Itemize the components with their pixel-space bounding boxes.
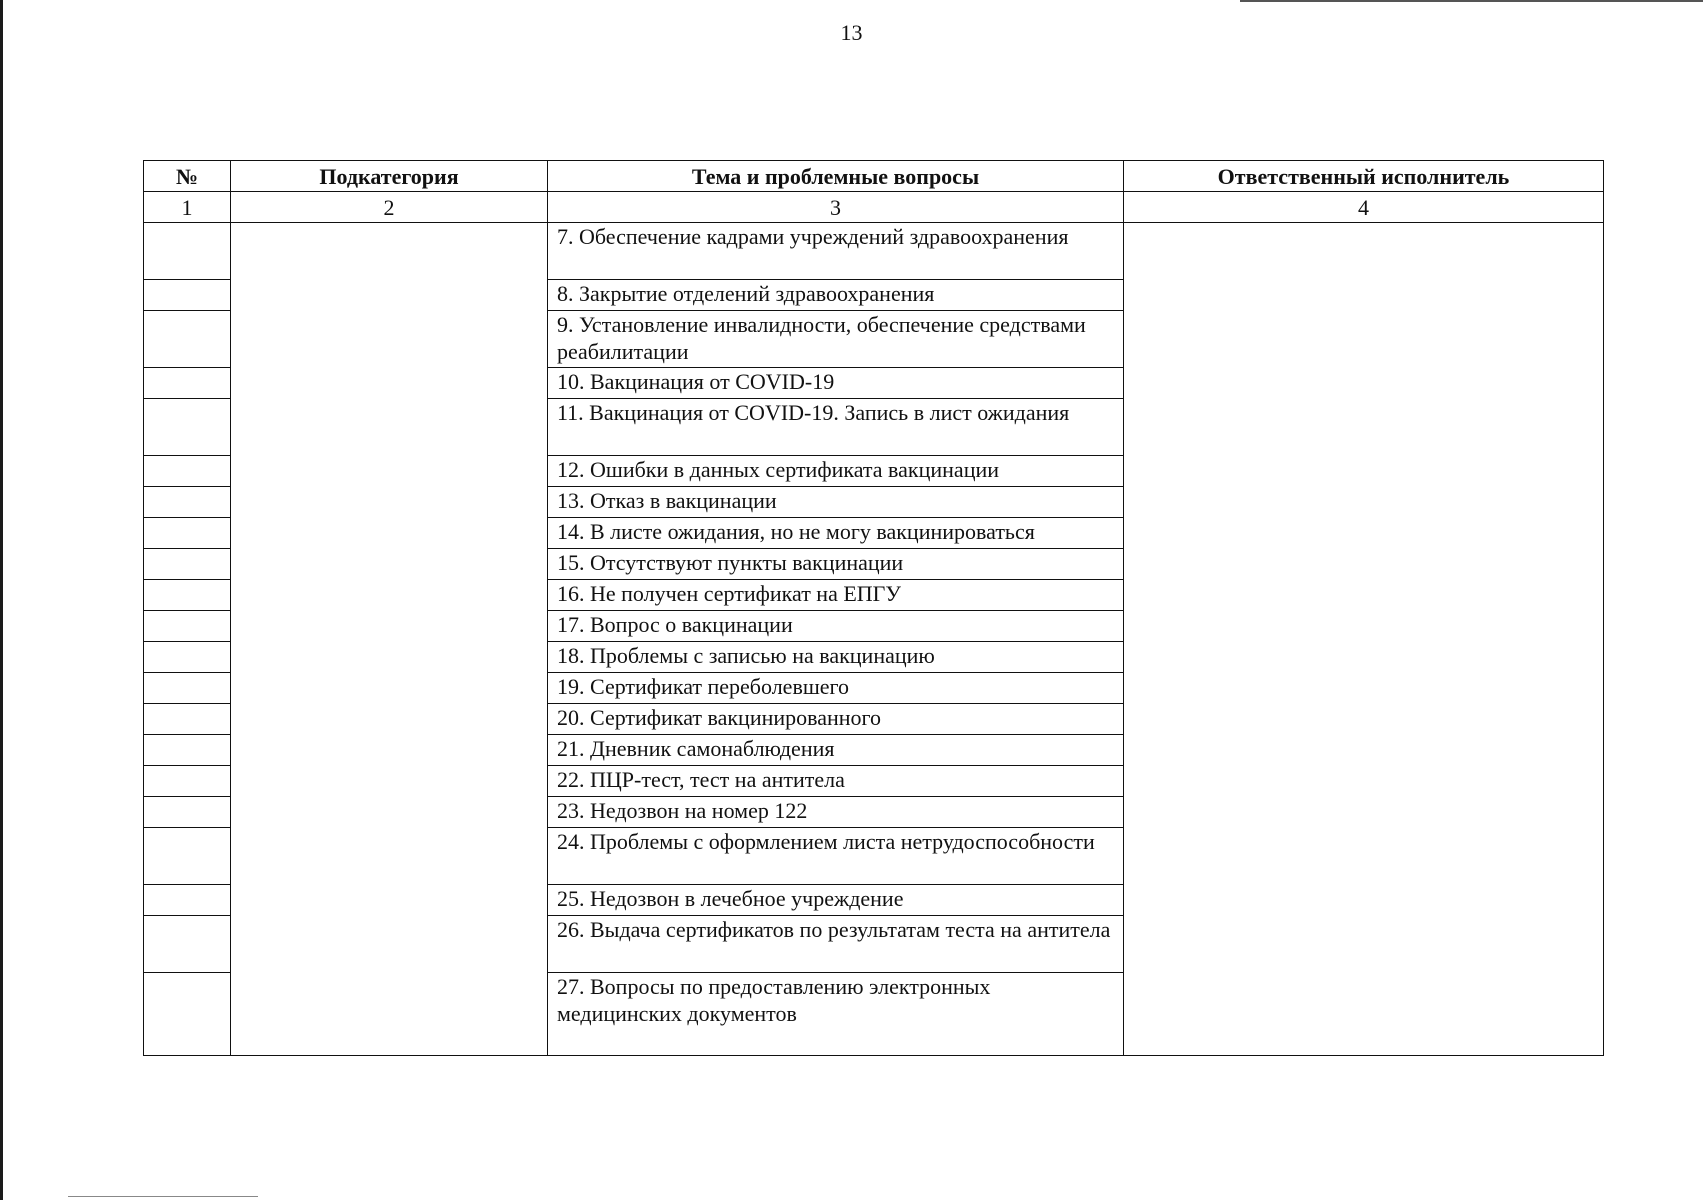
page-number: 13 [840, 20, 863, 45]
topic-cell: 17. Вопрос о вакцинации [548, 611, 1124, 642]
responsible-cell [1124, 223, 1604, 1056]
number-cell [144, 766, 231, 797]
header-number: № [144, 161, 231, 192]
topic-cell: 12. Ошибки в данных сертификата вакцинации [548, 456, 1124, 487]
number-cell [144, 518, 231, 549]
topic-cell: 26. Выдача сертификатов по результатам теста на антитела [548, 916, 1124, 973]
number-cell [144, 399, 231, 456]
number-cell [144, 885, 231, 916]
number-cell [144, 611, 231, 642]
topic-cell: 8. Закрытие отделений здравоохранения [548, 280, 1124, 311]
number-cell [144, 828, 231, 885]
topic-cell: 27. Вопросы по предоставлению электронных медицинских документов [548, 973, 1124, 1056]
number-cell [144, 368, 231, 399]
topic-cell: 13. Отказ в вакцинации [548, 487, 1124, 518]
number-cell [144, 549, 231, 580]
topic-cell: 25. Недозвон в лечебное учреждение [548, 885, 1124, 916]
topic-cell: 18. Проблемы с записью на вакцинацию [548, 642, 1124, 673]
topic-cell: 7. Обеспечение кадрами учреждений здравоохранения [548, 223, 1124, 280]
table-header-row [144, 161, 1604, 192]
number-cell [144, 311, 231, 368]
topic-cell: 14. В листе ожидания, но не могу вакцинироваться [548, 518, 1124, 549]
topic-cell: 10. Вакцинация от COVID-19 [548, 368, 1124, 399]
scan-edge-bottom [68, 1196, 258, 1197]
number-cell [144, 280, 231, 311]
topics-table [143, 160, 1604, 1056]
number-cell [144, 797, 231, 828]
topic-cell: 22. ПЦР-тест, тест на антитела [548, 766, 1124, 797]
number-cell [144, 673, 231, 704]
topic-cell: 19. Сертификат переболевшего [548, 673, 1124, 704]
column-number-row [144, 192, 1604, 223]
column-number-1: 1 [144, 192, 231, 223]
topic-cell: 16. Не получен сертификат на ЕПГУ [548, 580, 1124, 611]
column-number-4: 4 [1124, 192, 1604, 223]
number-cell [144, 704, 231, 735]
subcategory-cell [231, 223, 548, 1056]
topic-cell: 23. Недозвон на номер 122 [548, 797, 1124, 828]
number-cell [144, 580, 231, 611]
scan-edge-top [1240, 0, 1703, 2]
topic-cell: 9. Установление инвалидности, обеспечение средствами реабилитации [548, 311, 1124, 368]
header-subcategory: Подкатегория [231, 161, 548, 192]
column-number-3: 3 [548, 192, 1124, 223]
number-cell [144, 916, 231, 973]
topic-cell: 11. Вакцинация от COVID-19. Запись в лист ожидания [548, 399, 1124, 456]
column-number-2: 2 [231, 192, 548, 223]
topic-cell: 21. Дневник самонаблюдения [548, 735, 1124, 766]
header-topic: Тема и проблемные вопросы [548, 161, 1124, 192]
topic-cell: 24. Проблемы с оформлением листа нетрудоспособности [548, 828, 1124, 885]
table-body [144, 192, 1604, 1056]
number-cell [144, 973, 231, 1056]
scan-edge-left [0, 0, 3, 1200]
header-responsible: Ответственный исполнитель [1124, 161, 1604, 192]
topic-cell: 15. Отсутствуют пункты вакцинации [548, 549, 1124, 580]
number-cell [144, 735, 231, 766]
number-cell [144, 223, 231, 280]
topic-cell: 20. Сертификат вакцинированного [548, 704, 1124, 735]
number-cell [144, 456, 231, 487]
number-cell [144, 487, 231, 518]
number-cell [144, 642, 231, 673]
table-row [144, 223, 1604, 280]
